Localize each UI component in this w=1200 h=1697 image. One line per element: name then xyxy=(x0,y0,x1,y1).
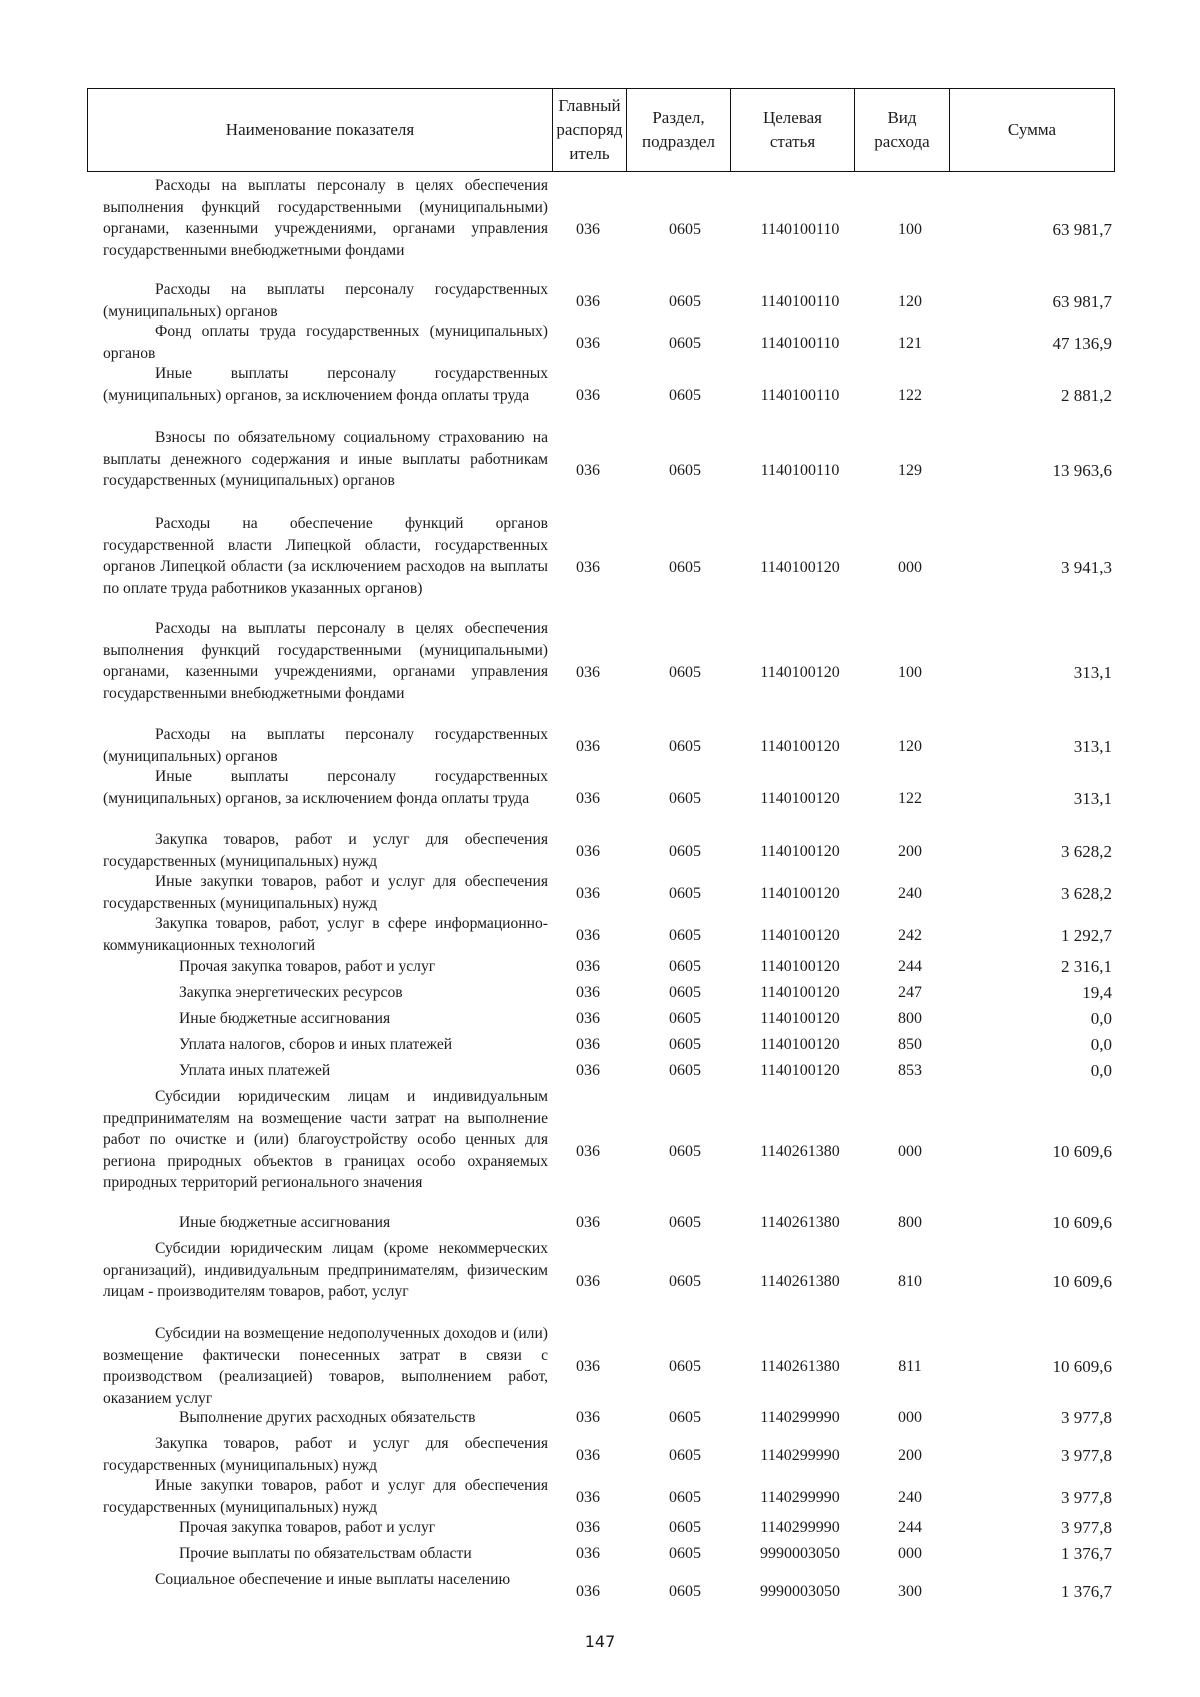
row-name: Иные бюджетные ассигнования xyxy=(179,1010,391,1027)
row-sum: 0,0 xyxy=(1090,1060,1112,1080)
row-section: 0605 xyxy=(669,842,701,860)
row-section: 0605 xyxy=(669,983,701,1001)
row-main-manager: 036 xyxy=(576,1142,600,1160)
row-sum: 3 977,8 xyxy=(1061,1407,1112,1427)
row-main-manager: 036 xyxy=(576,292,600,310)
row-name: Закупка энергетических ресурсов xyxy=(179,984,403,1001)
row-name: Иные выплаты персоналу государственных (муниципальных) органов, за исключением фонда оплаты труда xyxy=(103,768,548,807)
row-name: Уплата налогов, сборов и иных платежей xyxy=(179,1036,453,1053)
row-main-manager: 036 xyxy=(576,737,600,755)
row-section: 0605 xyxy=(669,1358,701,1375)
row-name: Прочие выплаты по обязательствам области xyxy=(179,1545,472,1562)
row-main-manager: 036 xyxy=(576,1544,600,1562)
row-name: Субсидии юридическим лицам и индивидуальным предпринимателям на возмещение части затрат на выполнение работ по очистке и (или) благоустройству особо ценных для региона природных объектов в границах особо охраняемых природных территорий регионального значения xyxy=(103,1088,548,1191)
row-name: Прочая закупка товаров, работ и услуг xyxy=(179,958,436,975)
row-main-manager: 036 xyxy=(576,1446,600,1464)
row-section: 0605 xyxy=(669,1035,701,1053)
row-target-article: 1140100120 xyxy=(760,790,840,808)
row-name: Иные бюджетные ассигнования xyxy=(179,1214,391,1231)
row-section: 0605 xyxy=(669,1061,701,1079)
row-target-article: 9990003050 xyxy=(760,1582,840,1600)
row-sum: 1 292,7 xyxy=(1061,925,1112,945)
row-expense-kind: 120 xyxy=(898,737,922,755)
row-expense-kind: 240 xyxy=(898,1488,922,1506)
row-target-article: 1140261380 xyxy=(760,1142,840,1160)
row-main-manager: 036 xyxy=(576,558,600,576)
row-name: Уплата иных платежей xyxy=(179,1062,331,1079)
row-main-manager: 036 xyxy=(576,220,600,238)
row-expense-kind: 244 xyxy=(898,1518,922,1536)
row-name: Взносы по обязательному социальному страхованию на выплаты денежного содержания и иные выплаты работникам государственных (муниципальных) органов xyxy=(103,429,548,489)
row-target-article: 1140100120 xyxy=(760,983,840,1001)
row-section: 0605 xyxy=(669,220,701,238)
row-target-article: 1140100120 xyxy=(760,663,840,681)
row-expense-kind: 122 xyxy=(898,387,922,405)
row-expense-kind: 200 xyxy=(898,1446,922,1464)
row-main-manager: 036 xyxy=(576,1273,600,1290)
row-section: 0605 xyxy=(669,1446,701,1464)
row-name: Фонд оплаты труда государственных (муниципальных) органов xyxy=(103,323,548,362)
row-name: Закупка товаров, работ, услуг в сфере информационно-коммуникационных технологий xyxy=(103,915,548,954)
row-expense-kind: 100 xyxy=(898,220,922,238)
row-sum: 3 977,8 xyxy=(1061,1487,1112,1507)
row-main-manager: 036 xyxy=(576,884,600,902)
row-section: 0605 xyxy=(669,1273,701,1290)
row-main-manager: 036 xyxy=(576,663,600,681)
row-target-article: 1140100110 xyxy=(760,462,840,479)
row-expense-kind: 811 xyxy=(898,1358,922,1375)
row-expense-kind: 242 xyxy=(898,926,922,944)
row-sum: 313,1 xyxy=(1073,662,1112,682)
row-sum: 19,4 xyxy=(1082,982,1112,1002)
row-expense-kind: 800 xyxy=(898,1009,922,1027)
row-section: 0605 xyxy=(669,957,701,975)
row-name: Расходы на выплаты персоналу в целях обеспечения выполнения функций государственными (муниципальными) органами, казенными учреждениями, органами управления государственными внебюджетными фондами xyxy=(103,177,548,259)
row-section: 0605 xyxy=(669,462,701,479)
row-main-manager: 036 xyxy=(576,957,600,975)
header-section: Раздел, подраздел xyxy=(626,89,730,171)
row-section: 0605 xyxy=(669,292,701,310)
row-main-manager: 036 xyxy=(576,1213,600,1231)
row-target-article: 1140100120 xyxy=(760,737,840,755)
row-main-manager: 036 xyxy=(576,1009,600,1027)
row-section: 0605 xyxy=(669,737,701,755)
row-target-article: 1140100110 xyxy=(760,387,840,405)
row-target-article: 1140261380 xyxy=(760,1358,840,1375)
row-sum: 2 881,2 xyxy=(1061,386,1112,406)
row-expense-kind: 800 xyxy=(898,1213,922,1231)
row-section: 0605 xyxy=(669,884,701,902)
row-sum: 10 609,6 xyxy=(1052,1272,1112,1291)
row-name: Расходы на обеспечение функций органов государственной власти Липецкой области, государственных органов Липецкой области (за исключением расходов на выплаты по оплате труда работников указанных органов) xyxy=(103,515,548,597)
row-expense-kind: 120 xyxy=(898,292,922,310)
row-name: Иные выплаты персоналу государственных (муниципальных) органов, за исключением фонда оплаты труда xyxy=(103,365,548,404)
row-section: 0605 xyxy=(669,334,701,352)
row-name: Прочая закупка товаров, работ и услуг xyxy=(179,1519,436,1536)
row-main-manager: 036 xyxy=(576,842,600,860)
row-target-article: 1140299990 xyxy=(760,1408,840,1426)
row-sum: 3 628,2 xyxy=(1061,883,1112,903)
row-main-manager: 036 xyxy=(576,1408,600,1426)
row-target-article: 1140100120 xyxy=(760,957,840,975)
row-target-article: 1140100120 xyxy=(760,558,840,576)
row-main-manager: 036 xyxy=(576,462,600,479)
row-main-manager: 036 xyxy=(576,983,600,1001)
row-expense-kind: 247 xyxy=(898,983,922,1001)
row-target-article: 1140100120 xyxy=(760,1061,840,1079)
row-sum: 10 609,6 xyxy=(1052,1141,1112,1161)
row-target-article: 1140100120 xyxy=(760,884,840,902)
row-sum: 0,0 xyxy=(1090,1034,1112,1054)
row-expense-kind: 121 xyxy=(898,334,922,352)
row-target-article: 1140299990 xyxy=(760,1518,840,1536)
header-name: Наименование показателя xyxy=(225,120,415,139)
row-sum: 2 316,1 xyxy=(1061,956,1112,976)
row-section: 0605 xyxy=(669,1009,701,1027)
row-target-article: 9990003050 xyxy=(760,1544,840,1562)
row-target-article: 1140100120 xyxy=(760,1035,840,1053)
row-sum: 63 981,7 xyxy=(1052,291,1112,311)
row-expense-kind: 850 xyxy=(898,1035,922,1053)
row-section: 0605 xyxy=(669,1408,701,1426)
row-name: Социальное обеспечение и иные выплаты населению xyxy=(155,1571,511,1588)
row-expense-kind: 853 xyxy=(898,1061,922,1079)
row-main-manager: 036 xyxy=(576,387,600,405)
row-expense-kind: 000 xyxy=(898,1142,922,1160)
page-number: 147 xyxy=(584,1632,616,1651)
row-target-article: 1140299990 xyxy=(760,1488,840,1506)
row-sum: 47 136,9 xyxy=(1052,333,1112,353)
row-main-manager: 036 xyxy=(576,790,600,808)
row-target-article: 1140261380 xyxy=(760,1273,840,1290)
header-sum: Сумма xyxy=(949,89,1114,171)
row-expense-kind: 000 xyxy=(898,558,922,576)
row-section: 0605 xyxy=(669,1142,701,1160)
row-main-manager: 036 xyxy=(576,1488,600,1506)
row-main-manager: 036 xyxy=(576,1582,600,1600)
row-sum: 1 376,7 xyxy=(1061,1581,1112,1601)
row-name: Закупка товаров, работ и услуг для обеспечения государственных (муниципальных) нужд xyxy=(103,831,548,870)
row-expense-kind: 122 xyxy=(898,790,922,808)
row-name: Субсидии на возмещение недополученных доходов и (или) возмещение фактически понесенных затрат в связи с производством (реализацией) товаров, выполнением работ, оказанием услуг xyxy=(103,1325,548,1407)
row-expense-kind: 200 xyxy=(898,842,922,860)
row-section: 0605 xyxy=(669,558,701,576)
row-name: Выполнение других расходных обязательств xyxy=(179,1409,476,1426)
row-sum: 13 963,6 xyxy=(1052,461,1112,480)
header-expense-kind: Вид расхода xyxy=(854,89,949,171)
row-main-manager: 036 xyxy=(576,1358,600,1375)
row-sum: 3 628,2 xyxy=(1061,841,1112,861)
row-section: 0605 xyxy=(669,1582,701,1600)
row-section: 0605 xyxy=(669,790,701,808)
row-main-manager: 036 xyxy=(576,1518,600,1536)
row-sum: 10 609,6 xyxy=(1052,1357,1112,1376)
row-sum: 0,0 xyxy=(1090,1008,1112,1028)
row-sum: 63 981,7 xyxy=(1052,219,1112,239)
row-expense-kind: 810 xyxy=(898,1273,922,1290)
row-expense-kind: 000 xyxy=(898,1544,922,1562)
row-section: 0605 xyxy=(669,1518,701,1536)
row-name: Иные закупки товаров, работ и услуг для обеспечения государственных (муниципальных) нужд xyxy=(103,873,548,912)
row-name: Субсидии юридическим лицам (кроме некоммерческих организаций), индивидуальным предпринимателям, физическим лицам - производителям товаров, работ, услуг xyxy=(103,1240,548,1300)
row-target-article: 1140261380 xyxy=(760,1213,840,1231)
row-main-manager: 036 xyxy=(576,334,600,352)
row-section: 0605 xyxy=(669,1544,701,1562)
row-name: Расходы на выплаты персоналу государственных (муниципальных) органов xyxy=(103,281,548,320)
row-expense-kind: 244 xyxy=(898,957,922,975)
row-expense-kind: 300 xyxy=(898,1582,922,1600)
row-section: 0605 xyxy=(669,1488,701,1506)
row-target-article: 1140100120 xyxy=(760,1009,840,1027)
row-sum: 3 977,8 xyxy=(1061,1445,1112,1465)
row-target-article: 1140100120 xyxy=(760,926,840,944)
row-name: Иные закупки товаров, работ и услуг для обеспечения государственных (муниципальных) нужд xyxy=(103,1477,548,1516)
row-sum: 10 609,6 xyxy=(1052,1212,1112,1232)
row-section: 0605 xyxy=(669,1213,701,1231)
row-target-article: 1140299990 xyxy=(760,1446,840,1464)
row-sum: 313,1 xyxy=(1073,789,1112,809)
row-section: 0605 xyxy=(669,663,701,681)
header-target-article: Целевая статья xyxy=(730,89,854,171)
row-expense-kind: 100 xyxy=(898,663,922,681)
row-target-article: 1140100110 xyxy=(760,220,840,238)
row-sum: 3 977,8 xyxy=(1061,1517,1112,1537)
row-expense-kind: 240 xyxy=(898,884,922,902)
row-sum: 1 376,7 xyxy=(1061,1543,1112,1563)
row-name: Закупка товаров, работ и услуг для обеспечения государственных (муниципальных) нужд xyxy=(103,1435,548,1474)
row-main-manager: 036 xyxy=(576,1035,600,1053)
row-sum: 313,1 xyxy=(1073,736,1112,756)
row-main-manager: 036 xyxy=(576,926,600,944)
row-target-article: 1140100120 xyxy=(760,842,840,860)
row-target-article: 1140100110 xyxy=(760,292,840,310)
row-name: Расходы на выплаты персоналу в целях обеспечения выполнения функций государственными (муниципальными) органами, казенными учреждениями, органами управления государственными внебюджетными фондами xyxy=(103,620,548,702)
row-expense-kind: 000 xyxy=(898,1408,922,1426)
row-name: Расходы на выплаты персоналу государственных (муниципальных) органов xyxy=(103,726,548,765)
row-main-manager: 036 xyxy=(576,1061,600,1079)
row-section: 0605 xyxy=(669,387,701,405)
row-expense-kind: 129 xyxy=(898,462,922,479)
row-sum: 3 941,3 xyxy=(1061,557,1112,577)
header-main-manager: Главный распоряд итель xyxy=(552,89,626,171)
row-section: 0605 xyxy=(669,926,701,944)
row-target-article: 1140100110 xyxy=(760,334,840,352)
